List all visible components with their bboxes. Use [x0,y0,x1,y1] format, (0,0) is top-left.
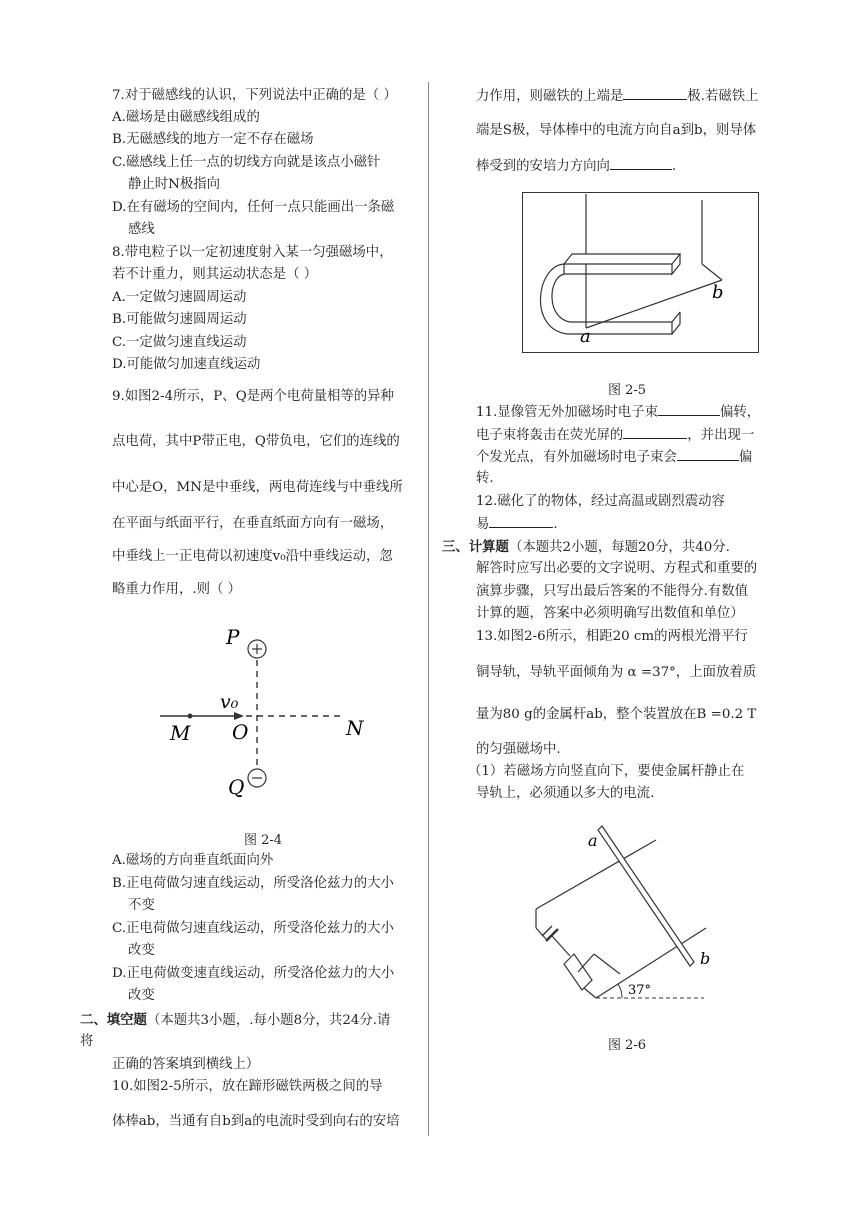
q11-line-3 [476,448,752,467]
section-2-desc: （本题共3小题，.每小题8分，共24分.请 [146,1013,391,1028]
q11-line-1 [476,403,760,422]
q9-line-5: 中垂线上一正电荷以初速度v₀沿中垂线运动，忽 [112,549,393,564]
angle-arc [618,984,622,998]
fig24-label-m: M [170,721,191,745]
answer-blank[interactable] [677,448,739,461]
figure-2-4 [150,622,380,804]
section-2-title: 二、填空题 [80,1012,147,1028]
q7-option-c: C.磁感线上任一点的切线方向就是该点小磁针 [112,155,381,170]
q7-option-a: A.磁场是由磁感线组成的 [112,110,260,125]
fig24-label-n: N [346,716,364,740]
q13-line-3: 量为80 g的金属杆ab，整个装置放在B =0.2 T [476,707,757,722]
q13-line-4: 的匀强磁场中. [476,742,561,757]
section-3-desc-3: 演算步骤，只写出最后答案的不能得分.有数值 [476,584,749,599]
fig24-label-v0: v₀ [220,691,239,713]
q12-line-2 [476,515,558,534]
answer-blank[interactable] [623,87,687,100]
magnet-top-arm [564,254,680,264]
section-3-desc-4: 计算的题，答案中必须明确写出数值和单位） [476,606,744,621]
section-3-header [442,538,730,557]
metal-rod-ab [598,826,694,966]
q9-line-4: 在平面与纸面平行，在垂直纸面方向有一磁场， [112,516,394,531]
q11-text: 偏 [738,450,753,465]
figure-2-6 [528,824,758,1010]
q10-line-2: 体棒ab，当通有自b到a的电流时受到向右的安培 [112,1114,400,1129]
q8-option-a: A.一定做匀速圆周运动 [112,290,247,305]
q13-part-1: （1）若磁场方向竖直向下，要使金属杆静止在 [468,764,745,779]
section-3-title: 三、计算题 [442,539,509,555]
fig25-label-a: a [580,326,591,347]
point-charge-dot [188,714,193,719]
q13-part-1-cont: 导轨上，必须通以多大的电流. [476,786,655,801]
q11-text: ，并出现一 [687,428,755,443]
fig26-label-angle: 37° [628,983,652,998]
q9-option-d-cont: 改变 [128,988,155,1003]
column-divider [428,82,429,1136]
q8-option-b: B.可能做匀速圆周运动 [112,312,247,327]
q9-line-3: 中心是O，MN是中垂线，两电荷连线与中垂线所 [112,480,403,495]
battery-icon [542,926,552,936]
lower-wire [586,280,722,328]
section-2-desc-cont-2: 正确的答案填到横线上） [112,1057,260,1072]
fig26-label-b: b [700,949,711,968]
q8-option-d: D.可能做匀加速直线运动 [112,357,261,372]
q8-stem: 8.带电粒子以一定初速度射入某一匀强磁场中， [112,245,393,260]
q7-option-d: D.在有磁场的空间内，任何一点只能画出一条磁 [112,200,395,215]
q10-text: . [671,159,677,174]
q12-text: 易 [476,517,490,532]
answer-blank[interactable] [658,403,720,416]
fig24-label-o: O [232,720,249,744]
q12-line-1: 12.磁化了的物体，经过高温或剧烈震动容 [476,494,725,509]
q7-option-d-cont: 感线 [128,222,155,237]
section-3-desc: （本题共2小题，每题20分，共40分. [508,540,730,555]
section-2-header [80,1011,390,1030]
answer-blank[interactable] [489,515,553,528]
fig24-label-q: Q [228,775,245,799]
q11-text: 偏转， [719,405,761,420]
q10-text: 棒受到的安培力方向向 [476,159,610,174]
fig25-label-b: b [712,282,724,303]
figure-2-6-caption: 图 2-6 [608,1038,647,1053]
q9-option-a: A.磁场的方向垂直纸面向外 [112,853,274,868]
figure-2-5 [522,192,782,354]
figure-frame [523,193,759,353]
q13-line-2: 铜导轨，导轨平面倾角为 α =37°，上面放着质 [476,665,757,680]
fig26-label-a: a [588,831,598,850]
q13-line-1: 13.如图2-6所示，相距20 cm的两根光滑平行 [476,629,748,644]
q9-option-c-cont: 改变 [128,943,155,958]
answer-blank[interactable] [610,157,672,170]
q11-text: 11.显像管无外加磁场时电子束 [476,405,658,420]
q9-option-b: B.正电荷做匀速直线运动，所受洛伦兹力的大小 [112,876,394,891]
answer-blank[interactable] [623,426,687,439]
rail-upper [536,840,656,909]
q10-cont-line-3 [476,157,676,176]
q8-option-c: C.一定做匀速直线运动 [112,335,247,350]
q11-text: 电子束将轰击在荧光屏的 [476,428,624,443]
q9-option-d: D.正电荷做变速直线运动，所受洛伦兹力的大小 [112,966,395,981]
q11-line-4: 转. [476,471,494,486]
q12-text: . [553,517,558,532]
q10-cont-line-1 [476,87,759,106]
fig24-label-p: P [226,625,240,649]
section-2-desc-cont: 将 [80,1034,94,1049]
q8-stem-cont: 若不计重力，则其运动状态是（ ） [112,267,318,282]
q9-line-6: 略重力作用，.则（ ） [112,582,242,597]
q10-line-1: 10.如图2-5所示，放在蹄形磁铁两极之间的导 [112,1079,383,1094]
q11-line-2 [476,426,754,445]
figure-2-4-caption: 图 2-4 [244,833,283,848]
q10-cont-line-2: 端是S极，导体棒中的电流方向自a到b，则导体 [476,123,757,138]
q9-option-c: C.正电荷做匀速直线运动，所受洛伦兹力的大小 [112,921,394,936]
q10-text: 力作用，则磁铁的上端是 [476,89,624,104]
figure-2-5-caption: 图 2-5 [608,383,647,398]
q7-option-c-cont: 静止时N极指向 [128,177,221,192]
q11-text: 个发光点，有外加磁场时电子束会 [476,450,677,465]
q9-line-2: 点电荷，其中P带正电，Q带负电，它们的连线的 [112,434,400,449]
q9-option-b-cont: 不变 [128,898,155,913]
section-3-desc-2: 解答时应写出必要的文字说明、方程式和重要的 [476,561,758,576]
q10-text: 极.若磁铁上 [687,89,759,104]
q9-line-1: 9.如图2-4所示，P、Q是两个电荷量相等的异种 [112,389,394,404]
q7-option-b: B.无磁感线的地方一定不存在磁场 [112,132,314,147]
q7-stem: 7.对于磁感线的认识，下列说法中正确的是（ ） [112,88,397,103]
